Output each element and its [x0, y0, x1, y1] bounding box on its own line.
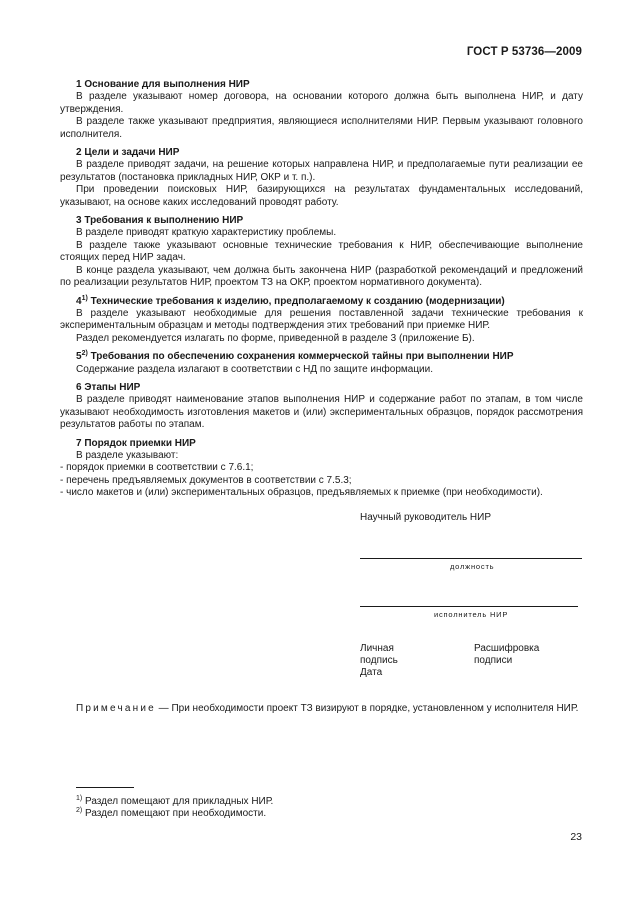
section-1: [60, 79, 583, 141]
paragraph: В разделе приводят краткую характеристику проблемы.: [76, 227, 337, 239]
page-number: 23: [570, 831, 582, 843]
footnote-mark: 2): [76, 807, 83, 814]
personal-signature-label: подпись: [360, 655, 398, 666]
section-title: [60, 296, 583, 308]
section-7: [60, 438, 583, 500]
footnote-ref: 1): [81, 294, 88, 302]
document-body: [60, 79, 583, 506]
paragraph: В разделе также указывают предприятия, являющиеся исполнителями НИР. Первым указывают головного исполнителя.: [60, 116, 583, 140]
paragraph: В конце раздела указывают, чем должна быть закончена НИР (разработкой рекомендаций и предложений по реализации результатов НИР, проектом ТЗ на ОКР, проектом нормативного документа).: [60, 264, 583, 289]
paragraph: В разделе указывают номер договора, на основании которого должна быть выполнена НИР, и дату утверждения.: [60, 91, 583, 115]
note-label: Примечание: [76, 703, 156, 714]
note-text: — При необходимости проект ТЗ визируют в порядке, установленном у исполнителя НИР.: [155, 703, 579, 714]
list-item: - число макетов и (или) экспериментальных образцов, предъявляемых к приемке (при необходимости).: [60, 487, 543, 499]
signature-title: Научный руководитель НИР: [360, 512, 492, 523]
paragraph: При проведении поисковых НИР, базирующихся на результатах фундаментальных исследований, указывают, на основе каких исследований проводят работу.: [60, 184, 583, 208]
paragraph: В разделе приводят наименование этапов выполнения НИР и содержание работ по этапам, в том числе указывают необходимость изготовления макетов и (или) экспериментальных образцов, порядок рассмотрения результатов работы по этапам.: [60, 394, 583, 431]
section-title-text: Требования по обеспечению сохранения коммерческой тайны при выполнении НИР: [87, 351, 514, 363]
position-line: [360, 558, 582, 559]
list-item: - порядок приемки в соответствии с 7.6.1;: [60, 462, 254, 474]
position-caption: должность: [450, 562, 495, 571]
section-title-text: Технические требования к изделию, предполагаемому к созданию (модернизации): [87, 295, 505, 307]
section-number: 4: [76, 295, 82, 307]
section-2: [60, 147, 583, 209]
section-title: 7 Порядок приемки НИР: [76, 437, 196, 449]
personal-signature-label: Личная: [360, 643, 394, 654]
footnote-ref: 2): [81, 350, 88, 358]
paragraph: В разделе приводят задачи, на решение которых направлена НИР, и предполагаемые пути реализации ее результатов (постановка прикладных НИР, ОКР и т. п.).: [60, 159, 583, 183]
footnote-text: Раздел помещают для прикладных НИР.: [82, 796, 274, 807]
decoding-label: Расшифровка: [474, 643, 540, 654]
section-4: [60, 296, 583, 346]
footnote: [76, 796, 273, 807]
section-title: 6 Этапы НИР: [76, 381, 141, 393]
footnote-divider: [76, 787, 134, 788]
date-label: Дата: [360, 667, 383, 678]
section-5: [60, 351, 583, 376]
section-title: [60, 351, 583, 363]
section-6: [60, 382, 583, 432]
section-title: 3 Требования к выполнению НИР: [76, 215, 244, 227]
footnote: [76, 808, 266, 819]
paragraph: Содержание раздела излагают в соответствии с НД по защите информации.: [76, 363, 433, 375]
section-title: 1 Основание для выполнения НИР: [76, 79, 250, 90]
section-title: 2 Цели и задачи НИР: [76, 147, 180, 159]
footnote-mark: 1): [76, 795, 83, 802]
paragraph: В разделе указывают необходимые для решения поставленной задачи технические требования к экспериментальным образцам и методы подтверждения этих требований при приемке НИР.: [60, 307, 583, 332]
decoding-label: подписи: [474, 655, 513, 666]
footnote-text: Раздел помещают при необходимости.: [82, 808, 267, 819]
section-3: [60, 215, 583, 289]
paragraph: В разделе также указывают основные технические требования к НИР, обеспечивающие выполнение стоящих перед НИР задач.: [60, 239, 583, 264]
paragraph: В разделе указывают:: [76, 449, 179, 461]
executor-caption: исполнитель НИР: [434, 610, 509, 619]
section-number: 5: [76, 351, 82, 363]
standard-designation: ГОСТ Р 53736—2009: [466, 46, 582, 58]
executor-line: [360, 606, 578, 607]
paragraph: Раздел рекомендуется излагать по форме, приведенной в разделе 3 (приложение Б).: [76, 332, 475, 344]
note: [76, 703, 578, 714]
list-item: - перечень предъявляемых документов в соответствии с 7.5.3;: [60, 474, 352, 486]
